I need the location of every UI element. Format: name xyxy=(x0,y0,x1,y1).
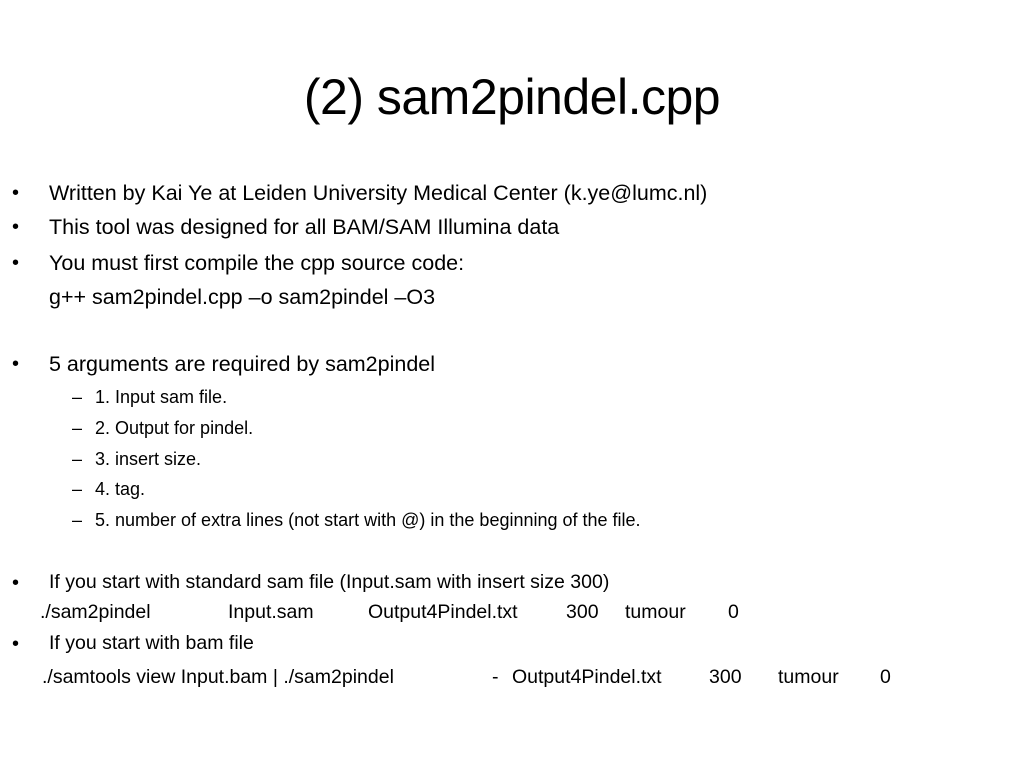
cmd-input: Input.sam xyxy=(228,601,314,623)
bullet-icon: • xyxy=(12,182,20,204)
slide-title: (2) sam2pindel.cpp xyxy=(303,69,721,125)
bullet-icon: • xyxy=(12,572,20,594)
dash-icon: – xyxy=(72,510,83,530)
cmd-size: 300 xyxy=(566,601,599,623)
argument-item: 5. number of extra lines (not start with @) in the beginning of the file. xyxy=(95,510,641,530)
argument-item: 1. Input sam file. xyxy=(95,387,228,407)
bullet-arguments: 5 arguments are required by sam2pindel xyxy=(49,352,436,376)
dash-icon: – xyxy=(72,387,83,407)
bullet-data-support: This tool was designed for all BAM/SAM Illumina data xyxy=(49,215,560,239)
dash-icon: – xyxy=(72,479,83,499)
bullet-icon: • xyxy=(12,252,20,274)
cmd-extra: 0 xyxy=(880,666,891,688)
cmd-size: 300 xyxy=(709,666,742,688)
cmd-tag: tumour xyxy=(778,666,839,688)
cmd-tag: tumour xyxy=(625,601,686,623)
cmd-stdin-dash: - xyxy=(492,666,499,688)
bullet-icon: • xyxy=(12,633,20,655)
bullet-icon: • xyxy=(12,216,20,238)
argument-item: 2. Output for pindel. xyxy=(95,418,254,438)
cmd-program: ./sam2pindel xyxy=(40,601,151,623)
cmd-extra: 0 xyxy=(728,601,739,623)
dash-icon: – xyxy=(72,418,83,438)
bullet-sam-start: If you start with standard sam file (Input.sam with insert size 300) xyxy=(49,571,610,593)
argument-item: 4. tag. xyxy=(95,479,146,499)
bullet-bam-start: If you start with bam file xyxy=(49,632,254,654)
argument-item: 3. insert size. xyxy=(95,449,202,469)
cmd-samtools-view: ./samtools view Input.bam | ./sam2pindel xyxy=(42,666,394,688)
compile-command: g++ sam2pindel.cpp –o sam2pindel –O3 xyxy=(49,285,436,309)
bullet-icon: • xyxy=(12,353,20,375)
bullet-author: Written by Kai Ye at Leiden University Medical Center (k.ye@lumc.nl) xyxy=(49,181,708,205)
bullet-compile: You must first compile the cpp source code: xyxy=(49,251,465,275)
cmd-output: Output4Pindel.txt xyxy=(368,601,518,623)
cmd-output: Output4Pindel.txt xyxy=(512,666,662,688)
dash-icon: – xyxy=(72,449,83,469)
